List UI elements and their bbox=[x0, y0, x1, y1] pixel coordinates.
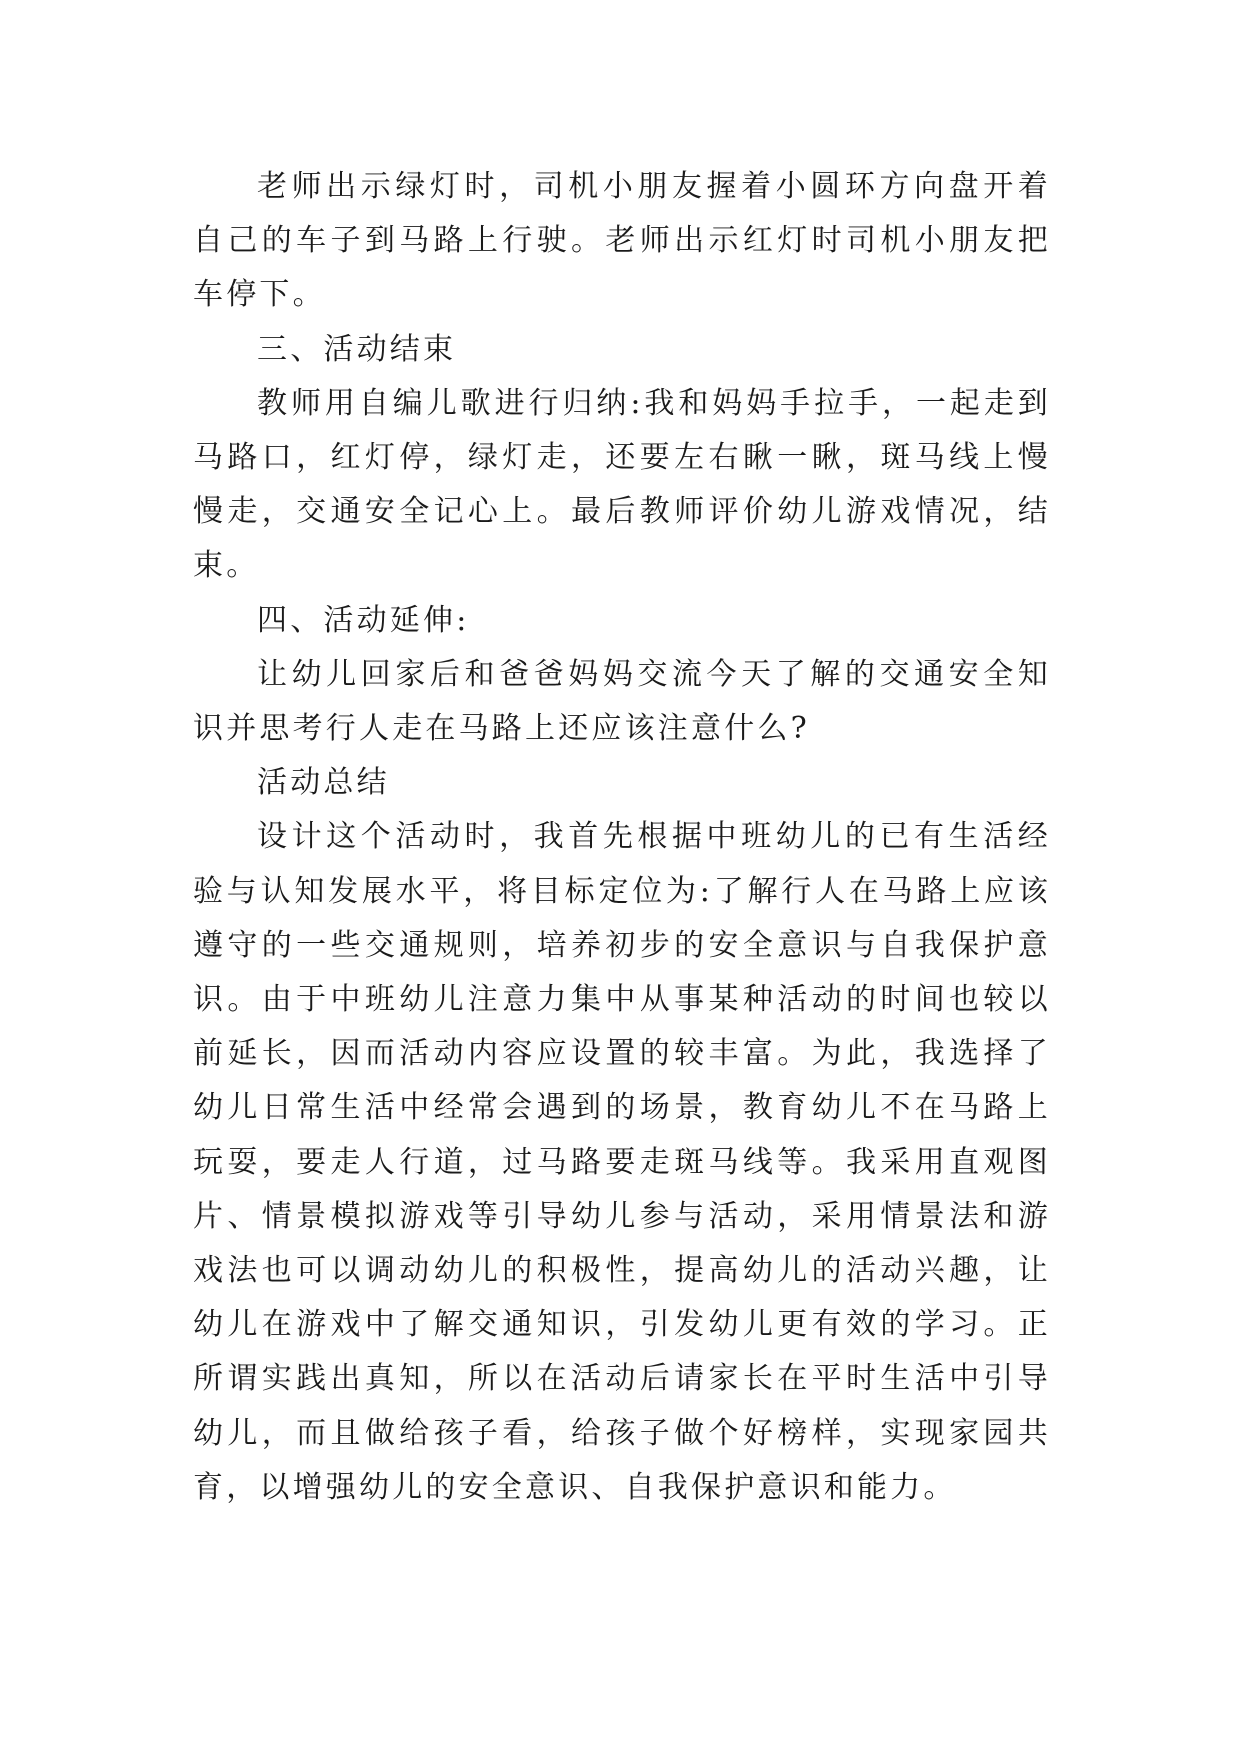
heading-activity-summary: 活动总结 bbox=[257, 765, 390, 801]
document-body bbox=[193, 160, 1051, 1515]
paragraph-summary: 设计这个活动时，我首先根据中班幼儿的已有生活经验与认知发展水平，将目标定位为:了解行人在马路上应该遵守的一些交通规则，培养初步的安全意识与自我保护意识。由于中班幼儿注意力集中从事某种活动的时间也较以前延长，因而活动内容应设置的较丰富。为此，我选择了幼儿日常生活中经常会遇到的场景，教育幼儿不在马路上玩耍，要走人行道，过马路要走斑马线等。我采用直观图片、情景模拟游戏等引导幼儿参与活动，采用情景法和游戏法也可以调动幼儿的积极性，提高幼儿的活动兴趣，让幼儿在游戏中了解交通知识，引发幼儿更有效的学习。正所谓实践出真知，所以在活动后请家长在平时生活中引导幼儿，而且做给孩子看，给孩子做个好榜样，实现家园共育，以增强幼儿的安全意识、自我保护意识和能力。 bbox=[193, 819, 1051, 1505]
heading-activity-end: 三、活动结束 bbox=[257, 331, 457, 367]
paragraph-home-discussion: 让幼儿回家后和爸爸妈妈交流今天了解的交通安全知识并思考行人走在马路上还应该注意什么? bbox=[193, 656, 1051, 747]
paragraph-green-light-game: 老师出示绿灯时，司机小朋友握着小圆环方向盘开着自己的车子到马路上行驶。老师出示红灯时司机小朋友把车停下。 bbox=[193, 169, 1051, 313]
heading-activity-extension: 四、活动延伸: bbox=[257, 602, 470, 638]
paragraph-children-song: 教师用自编儿歌进行归纳:我和妈妈手拉手，一起走到马路口，红灯停，绿灯走，还要左右瞅一瞅，斑马线上慢慢走，交通安全记心上。最后教师评价幼儿游戏情况，结束。 bbox=[193, 385, 1051, 584]
